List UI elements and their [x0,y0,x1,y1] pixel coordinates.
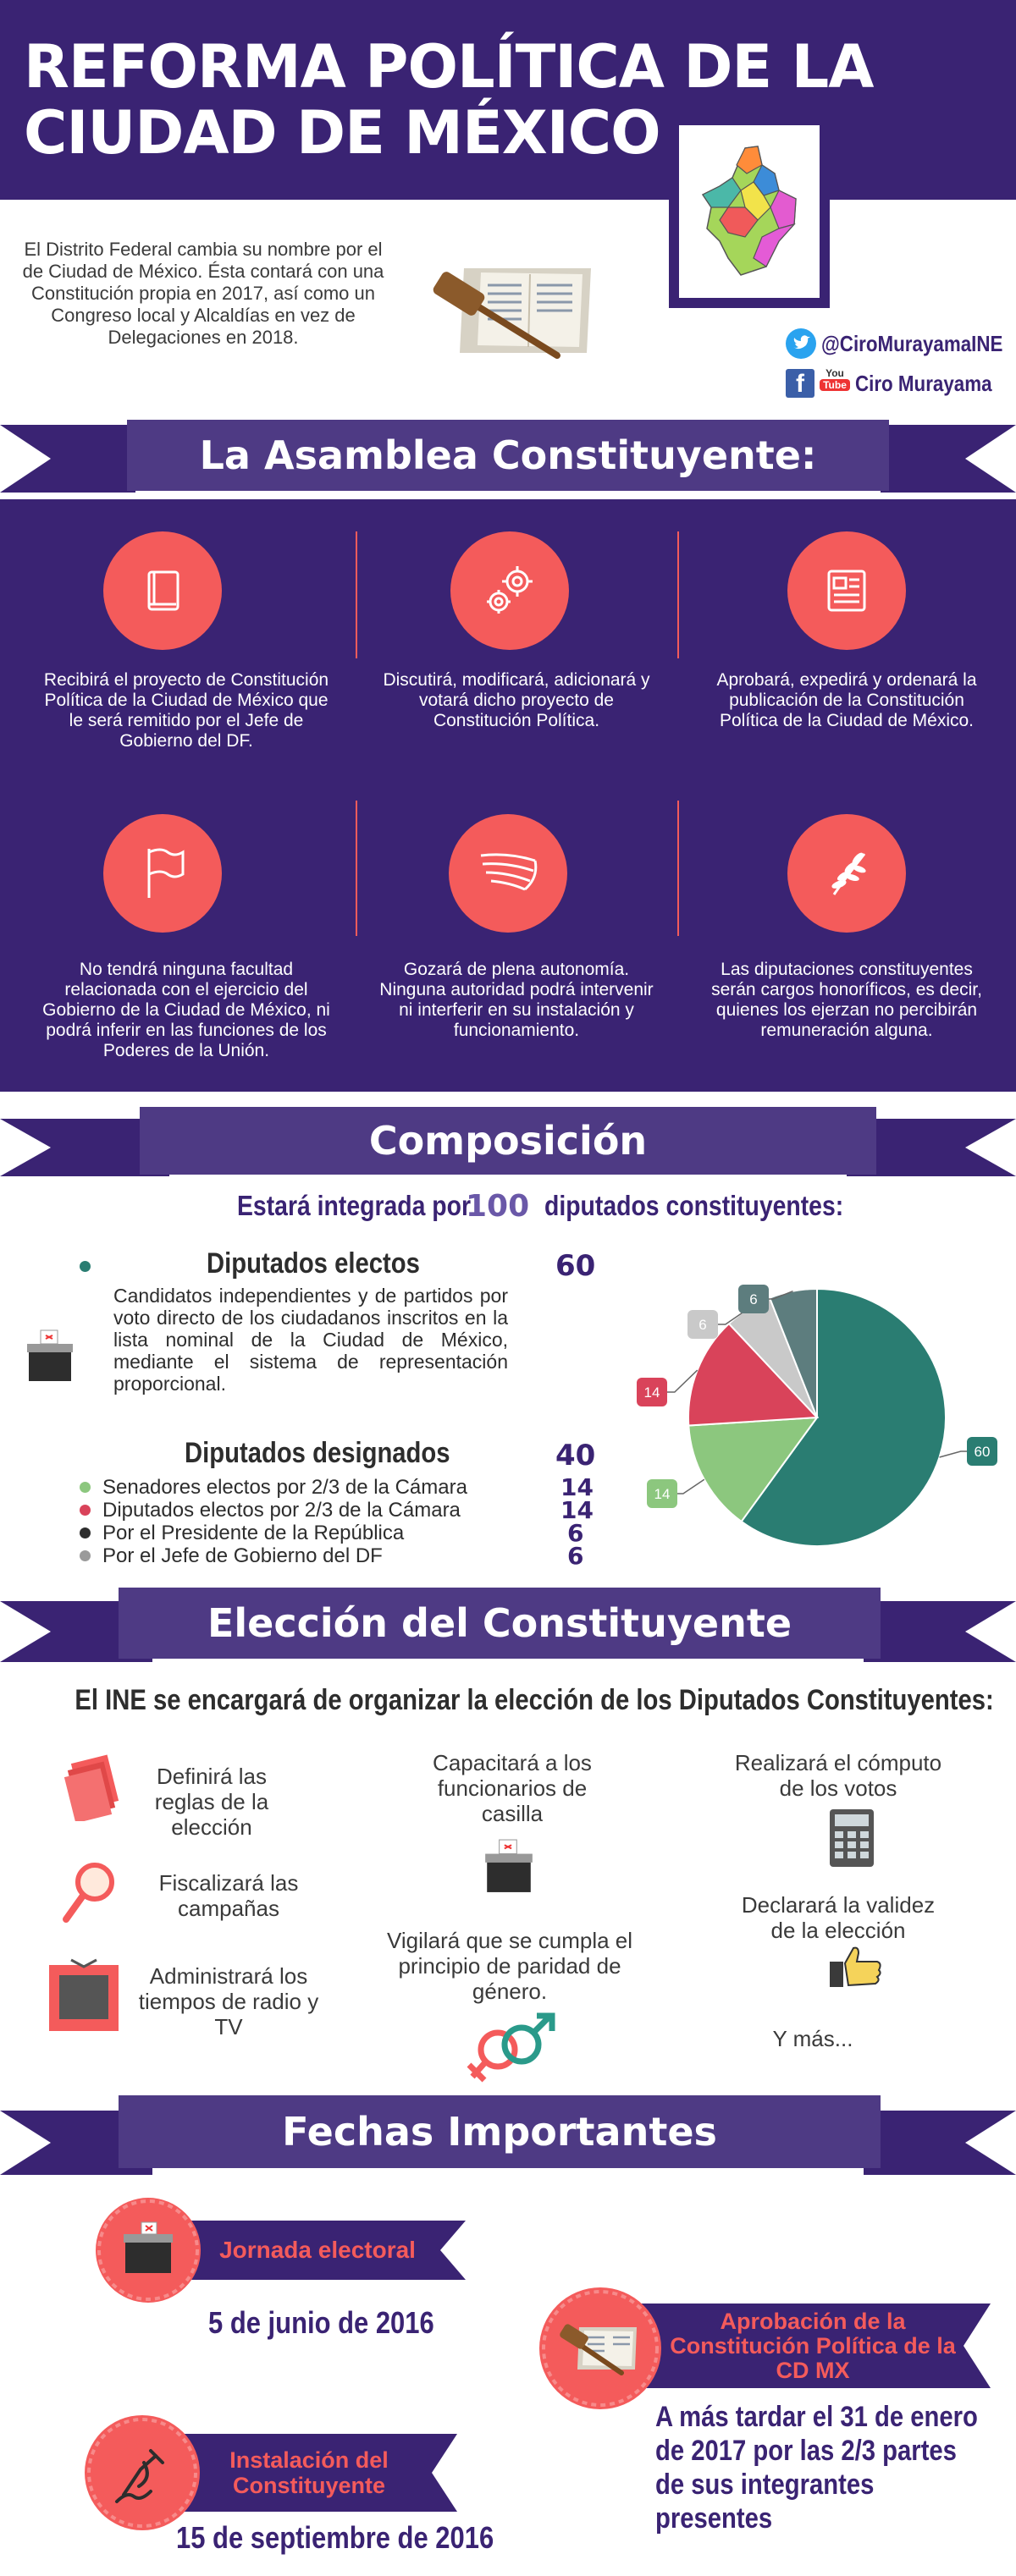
calculator-icon [828,1808,875,1869]
twitter-handle: @CiroMurayamaINE [821,330,1003,356]
aprobacion-date: A más tardar el 31 de enero de 2017 por las 2/3 partes de sus integrantes presentes [655,2401,978,2535]
legend-dot [80,1550,91,1561]
legend-dot [80,1527,91,1538]
gears-icon [450,531,569,650]
ballot-box-icon [25,1329,75,1383]
asamblea-item-3: Aprobará, expedirá y ordenará la publicación de la Constitución Política de la Ciudad de México. [716,670,977,730]
jornada-badge-icon [93,2195,203,2305]
ballot-box-icon [481,1838,537,1894]
twitter-icon [786,328,816,359]
list-item: Senadores electos por 2/3 de la Cámara 14 [80,1476,613,1499]
ine-item-vigilara: Vigilará que se cumpla el principio de paridad de género. [386,1928,633,2004]
book-icon [103,531,222,650]
designados-list [80,1473,613,1570]
fechas-heading: Fechas Importantes [282,2109,717,2155]
asamblea-item-1: Recibirá el proyecto de Constitución Política de la Ciudad de México que le será remitido por el Jefe de Gobierno del DF. [43,670,329,751]
list-item: Diputados electos por 2/3 de la Cámara 14 [80,1499,613,1522]
ine-item-fiscalizara: Fiscalizará las campañas [158,1870,299,1921]
integrada-line [237,1185,844,1227]
eleccion-heading-band [0,1588,1016,1669]
divider [677,531,679,658]
integrada-suffix: diputados constituyentes: [544,1190,844,1221]
designados-value: 40 [555,1439,596,1472]
integrada-prefix: Estará integrada por [237,1190,472,1221]
pie-data-label: 6 [749,1291,758,1307]
cdmx-map-icon [694,140,804,283]
legend-dot [80,1482,91,1493]
thumbs-up-icon [828,1945,884,1989]
composicion-heading-band [0,1107,1016,1185]
legend-value: 6 [567,1519,584,1547]
asamblea-item-4: No tendrá ninguna facultad relacionada con el ejercicio del Gobierno de la Ciudad de México, ni podrá inferir en las funciones de los Poderes de la Unión. [42,960,330,1060]
laurel-icon [787,814,906,933]
asamblea-heading: La Asamblea Constituyente: [199,432,817,478]
tv-icon [47,1957,120,2034]
fechas-heading-band [0,2095,1016,2180]
wing-icon [449,814,567,933]
divider [356,531,357,658]
aprobacion-badge-icon [537,2285,664,2412]
pie-data-label: 14 [643,1384,660,1401]
divider [677,801,679,936]
social-name: Ciro Murayama [855,370,992,396]
eleccion-heading: Elección del Constituyente [207,1600,792,1646]
facebook-youtube-link[interactable] [786,367,1014,399]
twitter-link[interactable] [786,328,1016,359]
integrada-number: 100 [466,1188,530,1224]
asamblea-item-6: Las diputaciones constituyentes serán cargos honoríficos, es decir, quienes los ejerzan no percibirán remuneración alguna. [711,960,982,1040]
asamblea-item-2: Discutirá, modificará, adicionará y votará dicho proyecto de Constitución Política. [383,670,650,730]
instalacion-date: 15 de septiembre de 2016 [176,2520,494,2555]
aprobacion-label: Aprobación de la Constitución Política de la CD MX [670,2308,956,2383]
ine-item-declarara: Declarará la validez de la elección [741,1892,936,1943]
instalacion-label: Instalación del Constituyente [229,2447,389,2498]
electos-title: Diputados electos [207,1247,420,1280]
ine-item-mas: Y más... [772,2026,853,2051]
electos-desc: Candidatos independientes y de partidos por voto directo de los ciudadanos inscritos en la lista nominal de la Ciudad de México, mediante el sistema de representación proporcional. [113,1285,508,1395]
composicion-pie-chart [627,1261,1016,1574]
eleccion-subtitle: El INE se encargará de organizar la elección de los Diputados Constituyentes: [75,1684,994,1716]
legend-dot [80,1505,91,1516]
pie-data-label: 14 [654,1486,671,1502]
pie-data-label: 6 [698,1317,707,1333]
designados-title: Diputados designados [185,1437,450,1469]
facebook-icon: f [786,369,814,398]
asamblea-heading-band [0,416,1016,499]
pie-data-label: 60 [974,1444,991,1460]
divider [356,801,357,936]
list-item: Por el Presidente de la República 6 [80,1522,613,1544]
list-item: Por el Jefe de Gobierno del DF 6 [80,1544,613,1567]
aprobacion-banner [618,2304,991,2388]
legend-value: 6 [567,1542,584,1570]
legend-value: 14 [560,1496,594,1524]
rules-document-icon [64,1753,124,1821]
legend-value: 14 [560,1473,594,1501]
composicion-heading: Composición [368,1118,648,1164]
cdmx-map-frame [669,115,830,308]
ine-item-computo: Realizará el cómputo de los votos [734,1750,942,1801]
ine-item-administrara: Administrará los tiempos de radio y TV [138,1963,319,2039]
gender-parity-icon [462,2011,562,2087]
electos-dot [80,1261,91,1272]
asamblea-item-5: Gozará de plena autonomía. Ninguna autoridad podrá intervenir ni interferir en su instalación y funcionamiento. [379,960,654,1040]
newspaper-icon [787,531,906,650]
jornada-label: Jornada electoral [219,2237,416,2263]
electos-value: 60 [555,1249,596,1283]
ine-item-capacitara: Capacitará a los funcionarios de casilla [433,1750,592,1826]
ine-item-reglas: Definirá las reglas de la elección [154,1764,269,1840]
title-line-1: REFORMA POLÍTICA DE LA [24,32,874,102]
flag-icon [103,814,222,933]
instalacion-badge-icon [83,2414,202,2532]
intro-text: El Distrito Federal cambia su nombre por el de Ciudad de México. Ésta contará con una Constitución propia en 2017, así como un Congreso local y Alcaldías en vez de Delegaciones en 2018. [22,239,384,348]
magnifier-icon [59,1858,120,1926]
gavel-book-icon [430,247,599,374]
title-line-2: CIUDAD DE MÉXICO [24,98,660,168]
youtube-icon: You Tube [820,367,850,399]
jornada-date: 5 de junio de 2016 [208,2305,434,2340]
